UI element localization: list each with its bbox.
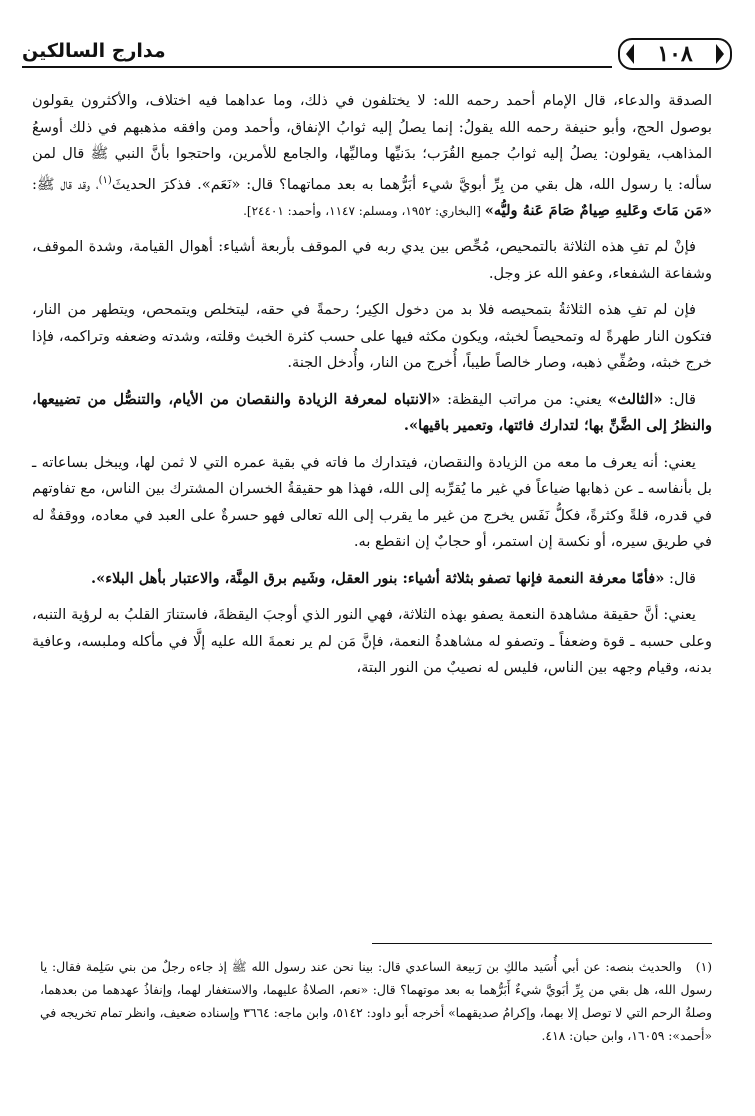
footnotes	[40, 956, 712, 1048]
footnote-number: (١)	[695, 960, 712, 974]
paragraph-3: فإن لم تفِ هذه الثلاثةُ بتمحيصه فلا بد من دخول الكِير؛ رحمةً في حقه، ليتخلص ويتمحص، ويتطهر من النار، فتكون النار طهرةً له وتمحيصاً لخبثه، ويكون مكثه فيها على حسب كثرة الخبث وقلته، وشدته وضعفه وتراكمه، فإذا خرج خبثه، وصُفِّي ذهبه، وصار خالصاً طيباً، أُخرج من النار، وأُدخل الجنة.	[32, 301, 712, 372]
footnote-item	[40, 956, 712, 1048]
paragraph-6	[32, 566, 712, 593]
paragraph-7: يعني: أنَّ حقيقة مشاهدة النعمة يصفو بهذه الثلاثة، فهي النور الذي أوجبَ اليقظةَ، فاستنارَ القلبُ به لرؤية التنبه، وعلى حسبه ـ قوة وضعفاً ـ وتصفو له مشاهدةُ النعمة، فإنَّ مَن لم ير نعمةَ الله عليه إلَّا في مأكله وملبسه، وعافية بدنه، وقيام وجهه بين الناس، فليس له نصيبٌ من النور البتة،	[32, 606, 712, 677]
footnote-marker[interactable]: (١)	[98, 174, 112, 186]
book-title: مدارج السالكين	[22, 40, 166, 62]
paragraph-text: قال:	[664, 569, 696, 587]
main-text	[32, 88, 712, 692]
paragraph-4	[32, 387, 712, 440]
paragraph-text: قال:	[662, 390, 696, 408]
paragraph-text: ، وقد قال ﷺ:	[32, 175, 99, 193]
quoted-text: «فأمّا معرفة النعمة فإنها تصفو بثلاثة أشياء: بنور العقل، وشَيم برق المِنَّة، والاعتبار بأهل البلاء».	[91, 569, 665, 587]
quoted-text: «الانتباه لمعرفة الزيادة والنقصان من الأيام، والتنصُّل من تضييعها، والنظرُ إلى الضَّنِّ بها؛ لتدارك فائتها، وتعمير باقيها».	[32, 390, 712, 435]
paragraph-5: يعني: أنه يعرف ما معه من الزيادة والنقصان، فيتدارك ما فاته في بقية عمره التي لا ثمن لها، ويبخل بساعاته ـ بل بأنفاسه ـ عن ذهابها ضياعاً في غير ما يُقرِّبه إلى الله، فهذا هو حقيقةُ الخسران المشترك بين الناس، مع تفاوتهم في قدره، قلةً وكثرةً، فكلُّ نَفَس يخرج من غير ما يقرب إلى الله تعالى فهو حسرةٌ على العبد في معاده، ووقفةٌ له في طريق سيره، أو نكسة إن استمر، أو حجابٌ إن انقطع به.	[32, 453, 712, 551]
page-number: ١٠٨	[618, 38, 732, 70]
page-header	[22, 38, 732, 74]
paragraph-text: يعني: من مراتب اليقظة:	[440, 390, 609, 408]
paragraph-text: الصدقة والدعاء، قال الإمام أحمد رحمه الله: لا يختلفون في ذلك، وما عداهما فيه اختلاف، والأكثرون يقولون بوصول الحج، وأبو حنيفة رحمه الله يقولُ: إنما يصلُ إليه ثوابُ الإنفاق، وأحمد ومن وافقه مذهبهم في ذلك أوسعُ المذاهب، يقولون: يصلُ إليه ثوابُ جميع القُرَب؛ بدَنيِّها وماليِّها، والجامع للأمرين، واحتجوا بأنَّ النبي ﷺ قال لمن سأله: يا رسول الله، هل بقي من بِرِّ أبويَّ شيء أبَرُّهما به بعد مماتهما؟ قال: «نَعَم». فذكرَ الحديثَ	[32, 92, 712, 193]
header-rule	[22, 66, 612, 68]
paragraph-1	[32, 88, 712, 224]
section-label: «الثالث»	[608, 390, 663, 408]
paragraph-2: فإنْ لم تفِ هذه الثلاثة بالتمحيص، مُحِّص بين يدي ربه في الموقف بأربعة أشياء: أهوال القيامة، وشدة الموقف، وشفاعة الشفعاء، وعفو الله عز وجل.	[32, 238, 712, 282]
footnote-divider	[372, 943, 712, 944]
footnote-text: والحديث بنصه: عن أبي أُسَيد مالكِ بن رَبيعة الساعدي قال: بينا نحن عند رسول الله ﷺ إذ جاءه رجلٌ من بني سَلِمة فقال: يا رسول الله، هل بقي من بِرِّ أبَويَّ شيءٌ أَبَرُّهما به بعد موتهما؟ قال: «نعم، الصلاةُ عليهما، والاستغفار لهما، وإنفاذُ عهدهما من بعدهما، وصلةُ الرحم التي لا توصل إلا بهما، وإكرامُ صديقهما» أخرجه أبو داود: ٥١٤٢، وابن ماجه: ٣٦٦٤ وإسناده ضعيف، وانظر تمام تخريجه في «أحمد»: ١٦٠٥٩، وابن حبان: ٤١٨.	[40, 960, 712, 1043]
hadith-quote: «مَن مَاتَ وعَليهِ صِيامٌ صَامَ عَنهُ وليُّه»	[484, 201, 712, 219]
hadith-reference: [البخاري: ١٩٥٢، ومسلم: ١١٤٧، وأحمد: ٢٤٤٠١].	[243, 203, 485, 218]
